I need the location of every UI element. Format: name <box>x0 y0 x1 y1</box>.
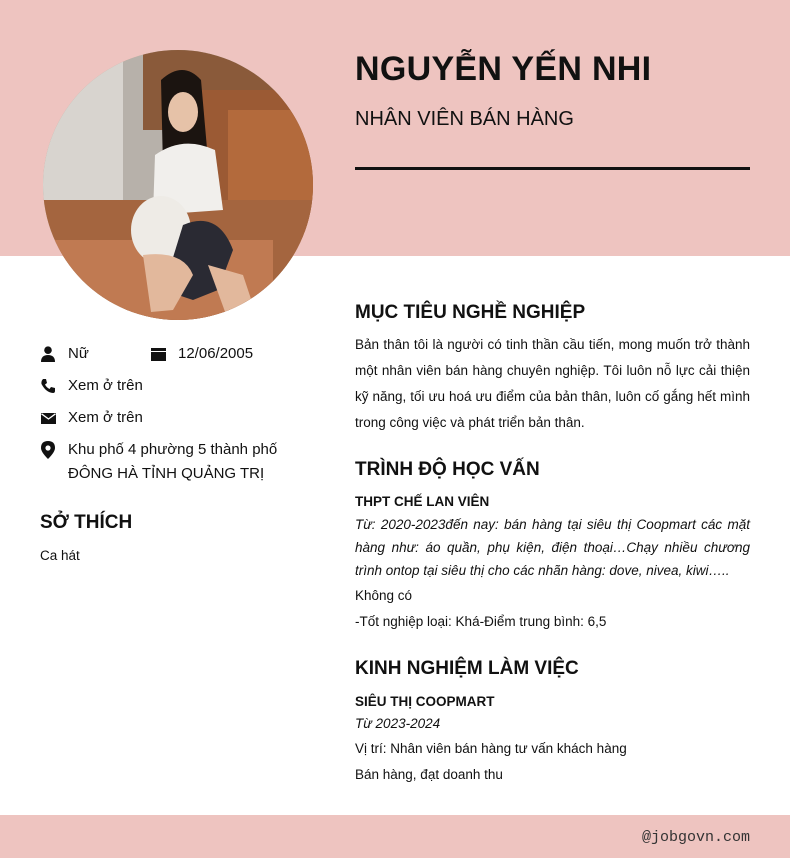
candidate-name: NGUYỄN YẾN NHI <box>355 50 652 88</box>
contact-phone <box>40 376 143 398</box>
hobbies-heading: SỞ THÍCH <box>40 512 133 533</box>
education-note: Không có <box>355 588 413 603</box>
objective-text: Bản thân tôi là người có tinh thần cầu tiến, mong muốn trở thành một nhân viên bán hàng chuyên nghiệp. Tôi luôn nỗ lực cải thiện kỹ năng, tối ưu hoá ưu điểm của bản thân, luôn cố gắng hết mình trong công việc và phát triển bản thân. <box>355 337 750 430</box>
hobbies-text: Ca hát <box>40 548 80 563</box>
phone-value: Xem ở trên <box>68 377 143 394</box>
experience-heading: KINH NGHIỆM LÀM VIỆC <box>355 658 579 679</box>
birthday-value: 12/06/2005 <box>178 345 254 362</box>
calendar-icon <box>150 344 166 364</box>
experience-period: Từ 2023-2024 <box>355 716 441 731</box>
title-divider <box>355 167 750 170</box>
experience-position: Vị trí: Nhân viên bán hàng tư vấn khách hàng <box>355 741 627 756</box>
mail-icon <box>40 408 56 428</box>
objective-heading: MỤC TIÊU NGHỀ NGHIỆP <box>355 302 586 323</box>
experience-duties: Bán hàng, đạt doanh thu <box>355 767 503 782</box>
contact-birthday <box>150 344 253 366</box>
education-period: Từ: 2020-2023đến nay: bán hàng tại siêu thị Coopmart các mặt hàng như: áo quần, phụ kiện, điện thoại…Chạy nhiều chương trình ontop tại siêu thị cho các nhãn hàng: dove, nivea, kiwi….. <box>355 517 750 578</box>
education-heading: TRÌNH ĐỘ HỌC VẤN <box>355 459 540 480</box>
education-grade: -Tốt nghiệp loại: Khá-Điểm trung bình: 6,5 <box>355 614 607 629</box>
gender-value: Nữ <box>68 345 89 362</box>
email-value: Xem ở trên <box>68 409 143 426</box>
location-pin-icon <box>40 440 56 460</box>
education-school: THPT CHẾ LAN VIÊN <box>355 494 490 509</box>
experience-company: SIÊU THỊ COOPMART <box>355 694 495 709</box>
address-line-1: Khu phố 4 phường 5 thành phố <box>68 441 278 458</box>
profile-photo <box>43 50 313 320</box>
contact-address <box>40 440 277 486</box>
person-icon <box>40 344 56 364</box>
footer-brand: @jobgovn.com <box>641 829 750 846</box>
candidate-job-title: NHÂN VIÊN BÁN HÀNG <box>355 108 574 130</box>
address-line-2: ĐÔNG HÀ TỈNH QUẢNG TRỊ <box>68 465 265 482</box>
contact-email <box>40 408 143 430</box>
phone-icon <box>40 376 56 396</box>
profile-photo-illustration <box>43 50 313 320</box>
contact-gender <box>40 344 89 366</box>
